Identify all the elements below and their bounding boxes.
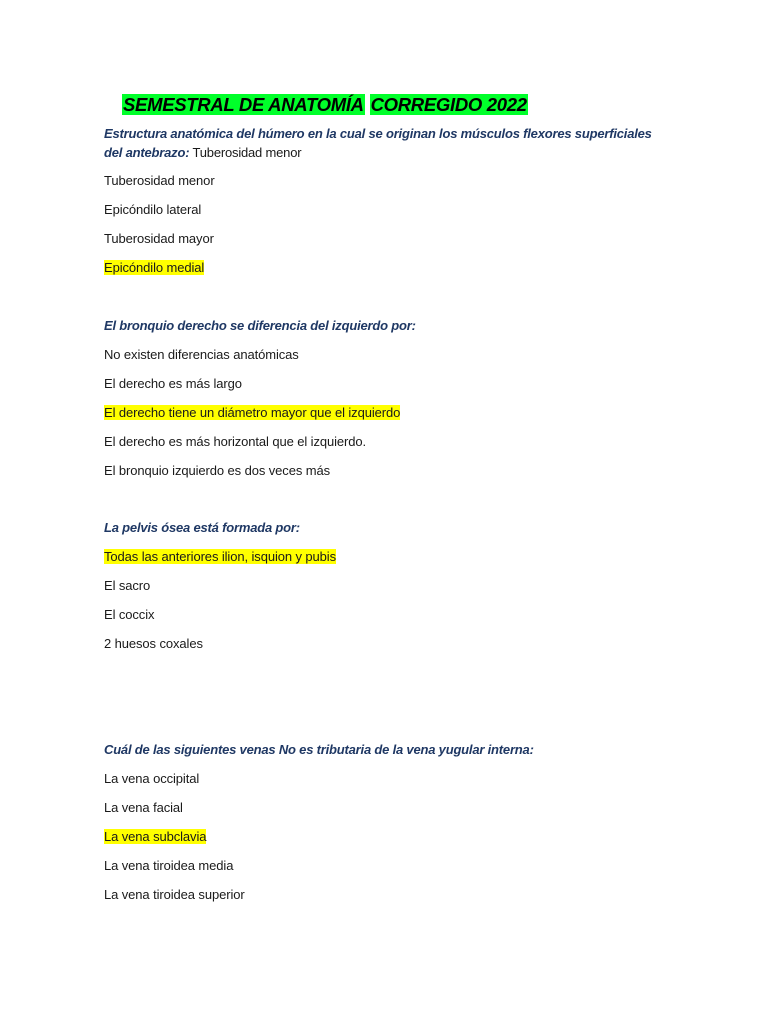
q2-option-2: El derecho es más largo — [104, 376, 242, 391]
question-2-prompt: El bronquio derecho se diferencia del izquierdo por: — [104, 318, 416, 333]
q3-option-1 — [104, 548, 336, 565]
title-highlight-1: SEMESTRAL DE ANATOMÍA — [123, 94, 364, 115]
q2-option-3 — [104, 404, 400, 421]
q4-option-1: La vena occipital — [104, 771, 200, 786]
question-1-inline-answer: Tuberosidad menor — [189, 145, 302, 160]
q4-option-3 — [104, 828, 206, 845]
q2-option-4: El derecho es más horizontal que el izquierdo. — [104, 434, 367, 449]
q1-correct-answer-highlight: Epicóndilo medial — [104, 260, 205, 275]
q1-option-3: Tuberosidad mayor — [104, 231, 214, 246]
q3-option-2: El sacro — [104, 578, 151, 593]
q3-option-4: 2 huesos coxales — [104, 636, 203, 651]
q2-option-5: El bronquio izquierdo es dos veces más — [104, 463, 330, 478]
page-title — [122, 94, 528, 116]
q1-option-4 — [104, 259, 204, 276]
question-4-prompt: Cuál de las siguientes venas No es tributaria de la vena yugular interna: — [104, 742, 534, 757]
q2-correct-answer-highlight: El derecho tiene un diámetro mayor que el izquierdo — [104, 405, 401, 420]
q3-option-3: El coccix — [104, 607, 155, 622]
q4-option-2: La vena facial — [104, 800, 183, 815]
q3-correct-answer-highlight: Todas las anteriores ilion, isquion y pubis — [104, 549, 336, 564]
q4-option-4: La vena tiroidea media — [104, 858, 234, 873]
question-1-prompt — [104, 124, 664, 162]
question-1-text: Estructura anatómica del húmero en la cual se originan los músculos flexores superficiales del antebrazo: — [104, 126, 652, 160]
q1-option-2: Epicóndilo lateral — [104, 202, 202, 217]
title-highlight-2: CORREGIDO 2022 — [370, 94, 527, 115]
q4-correct-answer-highlight: La vena subclavia — [104, 829, 207, 844]
question-3-prompt: La pelvis ósea está formada por: — [104, 520, 300, 535]
q2-option-1: No existen diferencias anatómicas — [104, 347, 299, 362]
q1-option-1: Tuberosidad menor — [104, 173, 215, 188]
q4-option-5: La vena tiroidea superior — [104, 887, 245, 902]
